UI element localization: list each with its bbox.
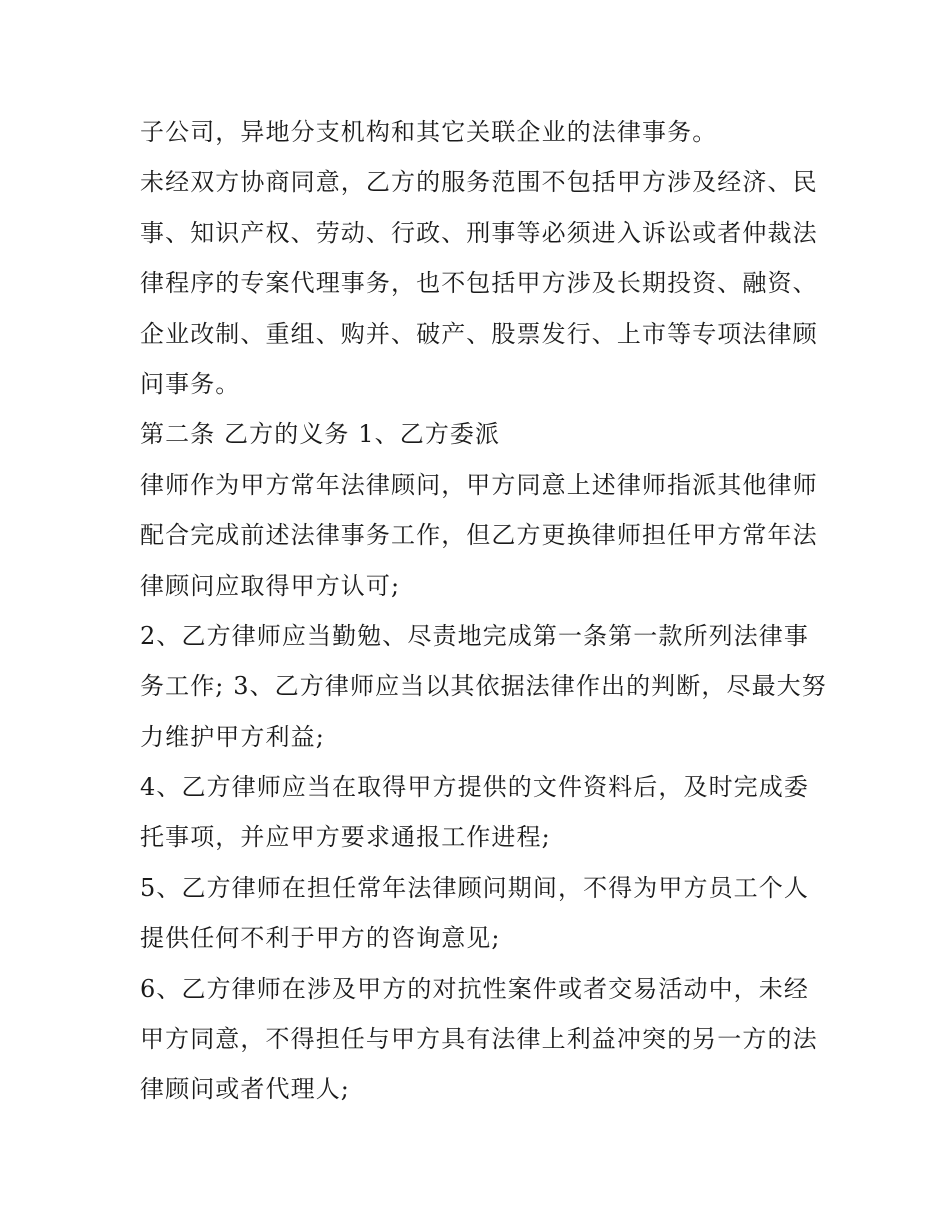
- text-line: 5、乙方律师在担任常年法律顾问期间，不得为甲方员工个人: [140, 873, 809, 902]
- text-line: 2、乙方律师应当勤勉、尽责地完成第一条第一款所列法律事: [140, 621, 809, 650]
- text-line: 4、乙方律师应当在取得甲方提供的文件资料后，及时完成委: [140, 773, 809, 802]
- text-line: 企业改制、重组、购并、破产、股票发行、上市等专项法律顾: [140, 319, 818, 348]
- document-body: [140, 107, 827, 1115]
- text-line: 务工作; 3、乙方律师应当以其依据法律作出的判断，尽最大努: [140, 672, 827, 701]
- text-line: 事、知识产权、劳动、行政、刑事等必须进入诉讼或者仲裁法: [140, 218, 818, 247]
- text-line: 律程序的专案代理事务，也不包括甲方涉及长期投资、融资、: [140, 269, 818, 298]
- text-line: 问事务。: [140, 369, 241, 398]
- section-heading-line: 第二条 乙方的义务 1、乙方委派: [140, 420, 501, 449]
- text-line: 提供任何不利于甲方的咨询意见;: [140, 924, 501, 953]
- text-line: 未经双方协商同意，乙方的服务范围不包括甲方涉及经济、民: [140, 168, 818, 197]
- text-line: 甲方同意，不得担任与甲方具有法律上利益冲突的另一方的法: [140, 1025, 818, 1054]
- text-line: 力维护甲方利益;: [140, 722, 325, 751]
- text-line: 子公司，异地分支机构和其它关联企业的法律事务。: [140, 118, 718, 146]
- text-line: 6、乙方律师在涉及甲方的对抗性案件或者交易活动中，未经: [140, 974, 809, 1003]
- text-line: 律顾问应取得甲方认可;: [140, 571, 401, 600]
- text-line: 配合完成前述法律事务工作，但乙方更换律师担任甲方常年法: [140, 521, 818, 550]
- text-line: 律师作为甲方常年法律顾问，甲方同意上述律师指派其他律师: [140, 470, 818, 499]
- text-line: 托事项，并应甲方要求通报工作进程;: [140, 823, 551, 852]
- text-line: 律顾问或者代理人;: [140, 1075, 350, 1104]
